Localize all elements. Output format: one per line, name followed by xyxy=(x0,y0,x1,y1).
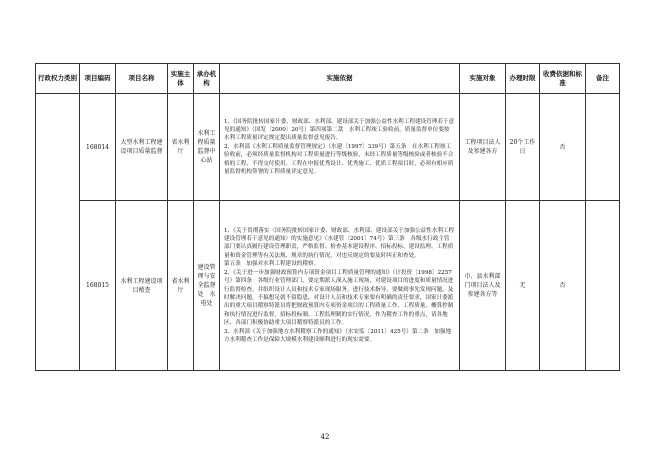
note-cell xyxy=(586,94,620,201)
table-row xyxy=(36,94,620,201)
power-list-table xyxy=(35,63,620,371)
target-cell: 工程项目法人及参建各方 xyxy=(460,94,506,201)
note-cell xyxy=(586,201,620,371)
header-code: 项目编码 xyxy=(80,64,116,94)
target-cell: 市、县水利部门项目法人及参建各方等 xyxy=(460,201,506,371)
basis-paragraph: 2、《关于进一步加强财政预算内专项资金项目工程质量管理的通知》（计投资〔1998〕2257号）第四条 各级行业管理部门，要定期派人深入施工现场，对建设项目的进度和质量情况进行监督检查，并组织设计人员和技术专家现场服务，进行技术指导。要做到事先发现问题，及时解决问题，不搞想足就不留隐患，对设计人员和技术专家要有明确的责任要求，国家计委派出的重大项目稽察特派员将把财政预算内专项资金项目的工程质量工作、工程质量、概算控制和执行情况进行监督、招标投标制、工程监理制的实行情况，作为稽查工作的重点，请各地区、各部门积极协助重大项目稽察特派员的工作。 xyxy=(224,269,454,327)
basis-paragraph: 1、《关于贯彻落实〈国务院批转国家计委、财政部、水利部、建设部关于加强公益性水利工程建设管理若干意见的通知〉的实施意见》（水建管〔2001〕74号）第三条 各级水行政主管部门要认真履行建设管理职责，严格监督、检查基本建设程序、招标投标、建设监理、工程质量和资金管理等有关法规、规章的执行情况，对违反规定的要及时纠正和查处。 xyxy=(224,227,455,259)
time-cell: 无 xyxy=(506,201,540,371)
basis-paragraph: 2、水利部《水利工程质量监督管理规定》（水建〔1997〕339号）第五条 在水利工程竣工验收前，必须经质量监督机构对工程质量进行等级核验，未经工程质量等级核验或者核验不合格的工程，不得交付使用。工程在申报优秀设计、优秀施工、优质工程项目时，必须有相应质量监督机构签署的工程质量评定意见。 xyxy=(224,143,454,176)
header-target: 实施对象 xyxy=(460,64,506,94)
header-subject: 实施主体 xyxy=(168,64,194,94)
basis-paragraph: 1、《国务院批转国家计委、财政部、水利部、建设部关于加强公益性水利工程建设管理若干意见的通知》（国发〔2000〕20号）第四项第二款 水利工程竣工验收前，质量监督单位要按水利工程质量评定规定提出质量监督意见报告。 xyxy=(224,118,455,142)
fee-cell: 否 xyxy=(540,94,586,201)
fee-cell: 否 xyxy=(540,201,586,371)
subject-cell: 省水利厅 xyxy=(168,94,194,201)
header-basis: 实施依据 xyxy=(220,64,460,94)
name-cell: 大型水利工程建设项目质量监督 xyxy=(116,94,168,201)
header-note: 备注 xyxy=(586,64,620,94)
code-cell: 168014 xyxy=(80,94,116,201)
org-cell: 水利工程质量监督中心站 xyxy=(194,94,220,201)
subject-cell: 省水利厅 xyxy=(168,201,194,371)
org-cell: 建设管理与安全监督处 水电处 xyxy=(194,201,220,371)
basis-cell xyxy=(220,201,460,371)
category-cell xyxy=(36,94,80,371)
basis-paragraph: 3、水利部《关于加强地方水利稽察工作的通知》（水安监〔2011〕425号）第二条 加强地方水利稽查工作是保障大规模水利建设顺利进行的现实需要。 xyxy=(224,328,452,343)
time-cell: 20个工作日 xyxy=(506,94,540,201)
header-fee: 收费依据和标准 xyxy=(540,64,586,94)
header-name: 项目名称 xyxy=(116,64,168,94)
header-time: 办理时限 xyxy=(506,64,540,94)
table-row xyxy=(36,201,620,371)
table-header-row xyxy=(36,64,620,94)
basis-paragraph: 第五条 加强对水利工程建设的稽察。 xyxy=(224,261,320,268)
page-number: 42 xyxy=(320,433,330,441)
document-sheet xyxy=(35,63,619,371)
basis-cell xyxy=(220,94,460,201)
header-category: 行政权力类别 xyxy=(36,64,80,94)
header-org: 承办机构 xyxy=(194,64,220,94)
code-cell: 168015 xyxy=(80,201,116,371)
name-cell: 水利工程建设项目稽查 xyxy=(116,201,168,371)
